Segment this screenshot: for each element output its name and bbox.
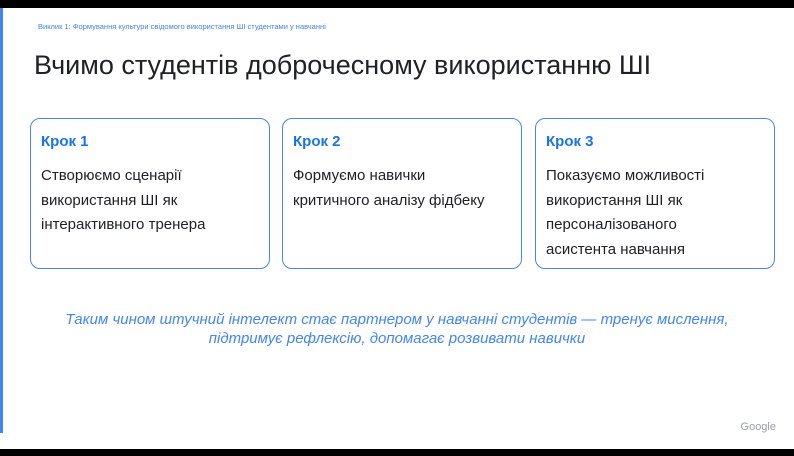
- step-description: [41, 164, 259, 238]
- step-label: Крок 1: [41, 133, 89, 150]
- step-text-line: Показуємо можливості: [546, 167, 705, 184]
- slide-title: Вчимо студентів доброчесному використанню ШІ: [34, 50, 652, 80]
- accent-bar: [0, 8, 3, 433]
- google-logo: Google: [740, 421, 776, 433]
- summary-text: [40, 310, 754, 348]
- step-text-line: Створюємо сценарії: [41, 167, 182, 184]
- slide: [0, 8, 794, 449]
- step-description: [546, 164, 764, 262]
- step-text-line: критичного аналізу фідбеку: [293, 191, 485, 209]
- step-text-line: використання ШІ як: [41, 191, 178, 209]
- step-text-line: асистента навчання: [546, 240, 686, 258]
- step-description: [293, 164, 511, 213]
- eyebrow-label: Виклик 1: Формування культури свідомого використання ШІ студентами у навчанні: [38, 22, 326, 31]
- step-card-1: [30, 118, 270, 269]
- step-text-line: персоналізованого: [546, 216, 677, 233]
- step-card-2: [282, 118, 522, 269]
- step-label: Крок 2: [293, 133, 341, 150]
- step-text-line: інтерактивного тренера: [41, 216, 206, 233]
- summary-line: підтримує рефлексію, допомагає розвивати навички: [208, 330, 586, 347]
- summary-line: Таким чином штучний інтелект стає партнером у навчанні студентів — тренує мислення,: [65, 311, 729, 328]
- step-card-3: [535, 118, 775, 269]
- step-text-line: Формуємо навички: [293, 167, 426, 184]
- step-text-line: використання ШІ як: [546, 191, 683, 209]
- step-label: Крок 3: [546, 133, 594, 150]
